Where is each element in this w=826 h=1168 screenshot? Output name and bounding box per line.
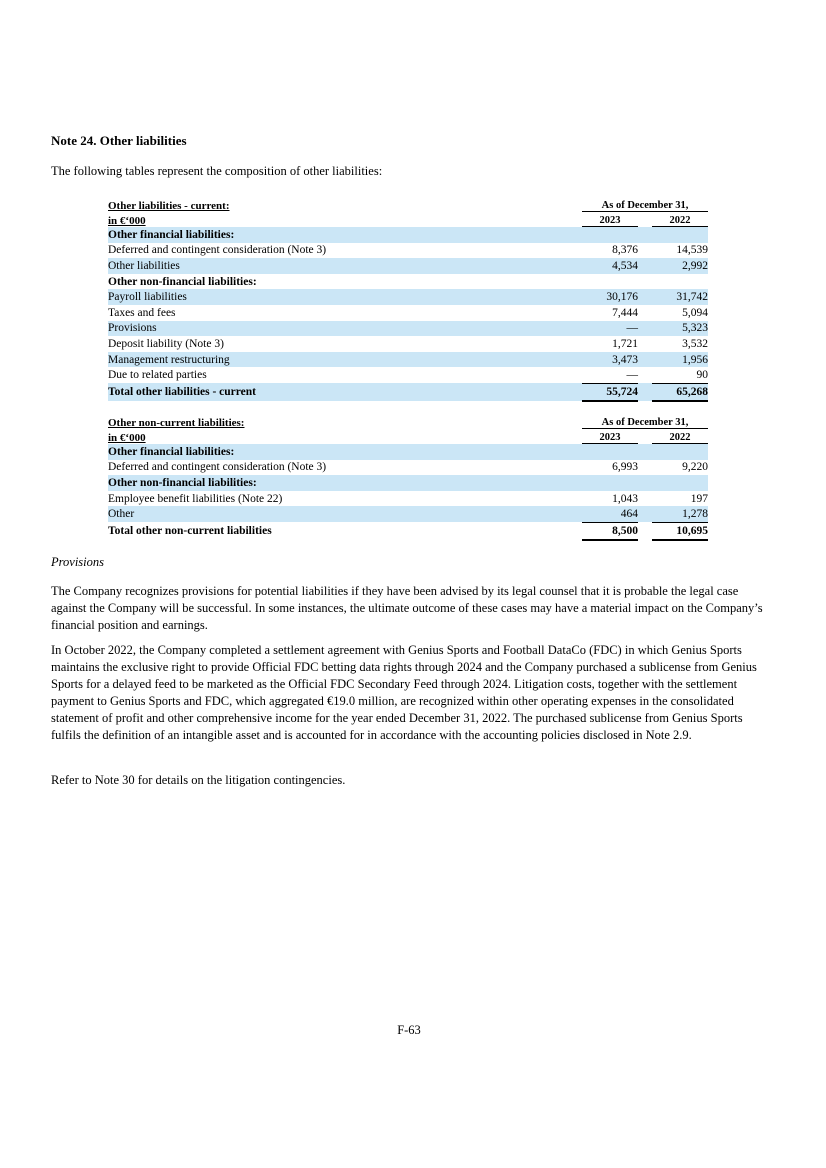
value-2023: 464 — [582, 506, 638, 522]
value-2023: 6,993 — [612, 461, 638, 474]
row-label: Due to related parties — [108, 369, 207, 382]
row-label: Other liabilities — [108, 258, 582, 274]
table-title: Other liabilities - current: — [108, 199, 230, 212]
row-label: Other financial liabilities: — [108, 444, 582, 460]
column-gap — [638, 429, 652, 444]
column-gap — [638, 383, 652, 400]
row-label: Management restructuring — [108, 352, 582, 368]
table-row — [108, 444, 708, 460]
period-header: As of December 31, — [582, 413, 708, 429]
paragraph-provisions-policy: The Company recognizes provisions for potential liabilities if they have been advised by its legal counsel that it is probable the legal case against the Company will be successful. In some instances, the ultimate outcome of these cases may have a material impact on the Company’s financial position and earnings. — [51, 584, 763, 632]
value-2022: 1,278 — [652, 506, 708, 522]
non-current-other-liabilities-table — [108, 413, 708, 541]
page-number: F-63 — [397, 1023, 421, 1037]
row-label: Taxes and fees — [108, 306, 176, 319]
value-2022: 14,539 — [676, 244, 709, 257]
value-2023: 1,043 — [612, 492, 638, 505]
value-2022: 31,742 — [652, 289, 708, 305]
paragraph-refer-note: Refer to Note 30 for details on the litigation contingencies. — [51, 773, 346, 787]
column-gap — [638, 367, 652, 383]
table-row — [108, 522, 708, 539]
value-2023: — — [582, 367, 638, 383]
value-2022: 90 — [652, 367, 708, 383]
row-label: Deferred and contingent consideration (Note 3) — [108, 461, 327, 474]
table-row — [108, 321, 708, 337]
value-2023: 8,500 — [582, 522, 638, 539]
value-2022: 197 — [690, 492, 709, 505]
row-label: Other non-financial liabilities: — [108, 275, 257, 288]
year-2022-header: 2022 — [652, 429, 708, 444]
year-2023-header: 2023 — [582, 429, 638, 444]
table-title: Other non-current liabilities: — [108, 416, 245, 429]
table-row — [108, 460, 708, 476]
table-row — [108, 258, 708, 274]
table-row — [108, 506, 708, 522]
column-gap — [638, 258, 652, 274]
value-2023: — — [582, 321, 638, 337]
value-2022: 10,695 — [652, 522, 708, 539]
paragraph-settlement: In October 2022, the Company completed a settlement agreement with Genius Sports and Football DataCo (FDC) in which Genius Sports maintains the exclusive right to provide Official FDC betting data rights through 2024 and the Company purchased a sublicense from Genius Sports for a delayed feed to be marketed as the Official FDC Secondary Feed through 2024. Litigation costs, together with the settlement payment to Genius Sports and FDC, which aggregated €19.0 million, are recognized within other operating expenses in the consolidated statement of profit and other comprehensive income for the year ended December 31, 2022. The purchased sublicense from Genius Sports fulfils the definition of an intangible asset and is accounted for in accordance with the accounting policies disclosed in Note 2.9. — [51, 643, 757, 742]
row-label: Other — [108, 506, 582, 522]
column-gap — [638, 336, 652, 352]
row-label: Deposit liability (Note 3) — [108, 337, 224, 350]
table-year-row — [108, 429, 708, 444]
year-2023-header: 2023 — [582, 212, 638, 227]
table-header-row — [108, 413, 708, 429]
column-gap — [638, 475, 652, 491]
table-row — [108, 289, 708, 305]
column-gap — [638, 352, 652, 368]
column-gap — [638, 212, 652, 227]
value-2023: 4,534 — [582, 258, 638, 274]
table-row — [108, 227, 708, 243]
current-other-liabilities-table — [108, 196, 708, 402]
column-gap — [638, 289, 652, 305]
column-gap — [638, 227, 652, 243]
column-gap — [638, 444, 652, 460]
value-2022: 3,532 — [682, 337, 709, 350]
column-gap — [638, 460, 652, 476]
value-2022: 2,992 — [652, 258, 708, 274]
period-header: As of December 31, — [582, 196, 708, 212]
table-row — [108, 305, 708, 321]
value-2023: 7,444 — [612, 306, 638, 319]
table-unit: in €‘000 — [108, 214, 146, 227]
table-unit: in €‘000 — [108, 431, 146, 444]
value-2022 — [652, 475, 708, 491]
value-2022 — [652, 227, 708, 243]
column-gap — [638, 506, 652, 522]
value-2023 — [582, 274, 638, 290]
row-label: Total other liabilities - current — [108, 383, 582, 400]
column-gap — [638, 522, 652, 539]
value-2022: 1,956 — [652, 352, 708, 368]
row-label: Payroll liabilities — [108, 289, 582, 305]
row-label: Other non-financial liabilities: — [108, 475, 582, 491]
financial-table — [108, 196, 708, 402]
column-gap — [638, 305, 652, 321]
table-row — [108, 367, 708, 383]
table-year-row — [108, 212, 708, 227]
value-2023 — [582, 475, 638, 491]
row-label: Employee benefit liabilities (Note 22) — [108, 492, 283, 505]
value-2023: 1,721 — [612, 337, 638, 350]
table-row — [108, 383, 708, 400]
table-row — [108, 274, 708, 290]
table-row — [108, 243, 708, 259]
column-gap — [638, 274, 652, 290]
provisions-heading: Provisions — [51, 555, 105, 569]
table-row — [108, 475, 708, 491]
year-2022-header: 2022 — [652, 212, 708, 227]
value-2023: 8,376 — [612, 244, 638, 257]
table-row — [108, 491, 708, 507]
financial-table — [108, 413, 708, 541]
table-row — [108, 336, 708, 352]
column-gap — [638, 491, 652, 507]
row-label: Total other non-current liabilities — [108, 525, 272, 538]
value-2022 — [652, 444, 708, 460]
column-gap — [638, 321, 652, 337]
value-2023: 30,176 — [582, 289, 638, 305]
row-label: Provisions — [108, 321, 582, 337]
value-2022 — [652, 274, 708, 290]
value-2022: 65,268 — [652, 383, 708, 400]
note-heading: Note 24. Other liabilities — [51, 133, 187, 148]
value-2022: 9,220 — [682, 461, 709, 474]
value-2022: 5,094 — [682, 306, 709, 319]
table-row — [108, 352, 708, 368]
value-2023 — [582, 444, 638, 460]
value-2022: 5,323 — [652, 321, 708, 337]
row-label: Deferred and contingent consideration (Note 3) — [108, 244, 327, 257]
value-2023 — [582, 227, 638, 243]
row-label: Other financial liabilities: — [108, 227, 582, 243]
value-2023: 3,473 — [582, 352, 638, 368]
intro-text: The following tables represent the composition of other liabilities: — [51, 164, 383, 178]
table-header-row — [108, 196, 708, 212]
column-gap — [638, 243, 652, 259]
value-2023: 55,724 — [582, 383, 638, 400]
